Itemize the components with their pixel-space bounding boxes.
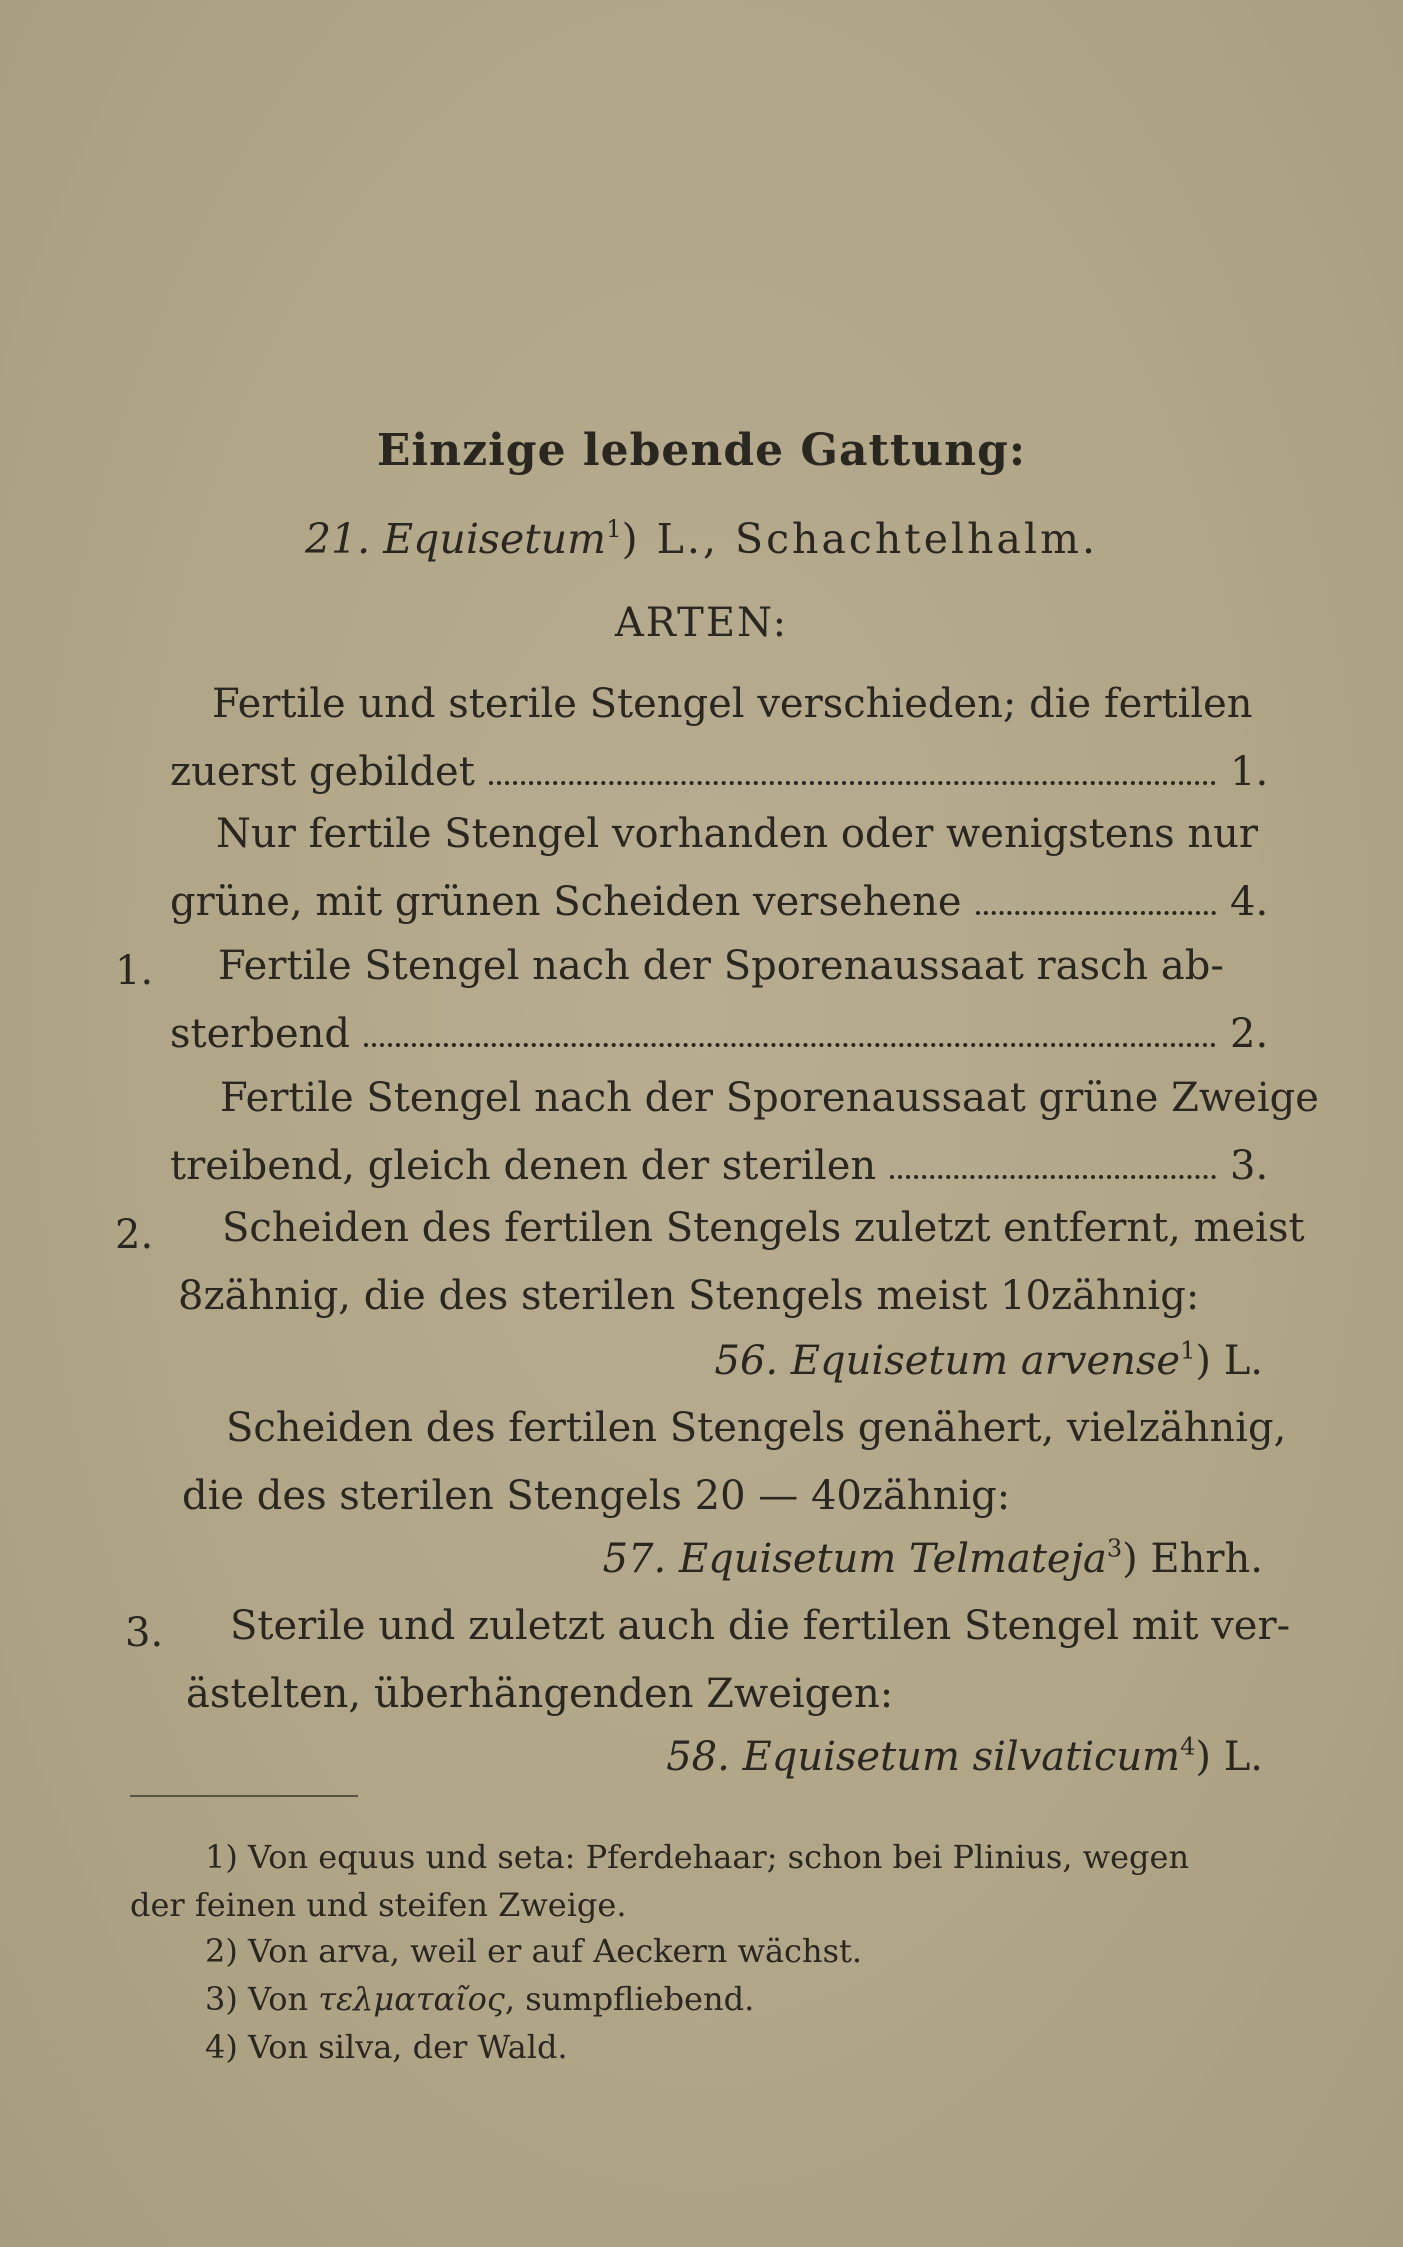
species-entry — [603, 1536, 1263, 1582]
key-line: sterbend — [170, 1012, 351, 1057]
key-line: Fertile und sterile Stengel verschieden; die fertilen — [212, 681, 1253, 727]
key-line: ästelten, überhängenden Zweigen: — [186, 1671, 894, 1717]
footnote-1-cont: der feinen und steifen Zweige. — [130, 1886, 627, 1924]
key-marker: 1. — [115, 948, 154, 994]
species-entry — [666, 1734, 1263, 1780]
section-heading: Einzige lebende Gattung: — [376, 425, 1027, 476]
footnote-rule — [130, 1795, 358, 1797]
goto-number: 2. — [1230, 1012, 1269, 1057]
footnote-ref: 4 — [1180, 1732, 1196, 1761]
key-marker: 3. — [125, 1610, 164, 1656]
genus-line — [0, 515, 1403, 563]
leader-dots — [489, 781, 1216, 785]
leader-dots — [364, 1043, 1216, 1047]
greek-word: τελματαῖος — [318, 1980, 505, 2018]
leader-dots — [976, 911, 1216, 915]
footnote-2: 2) Von arva, weil er auf Aeckern wächst. — [205, 1932, 863, 1970]
key-line: Fertile Stengel nach der Sporenaussaat rasch ab- — [218, 943, 1224, 989]
genus-authority: ) L., Schachtelhalm. — [621, 515, 1099, 563]
key-line: Sterile und zuletzt auch die fertilen Stengel mit ver- — [230, 1603, 1291, 1649]
species-authority: ) L. — [1195, 1734, 1263, 1780]
footnote-4: 4) Von silva, der Wald. — [205, 2028, 568, 2066]
species-number: 57. — [602, 1536, 667, 1582]
footnote-ref: 1 — [606, 514, 622, 544]
species-heading: ARTEN: — [614, 600, 789, 646]
leader-dots — [890, 1175, 1216, 1179]
key-line: grüne, mit grünen Scheiden versehene — [170, 880, 962, 925]
species-name: Equisetum arvense — [790, 1338, 1181, 1384]
key-line: die des sterilen Stengels 20 — 40zähnig: — [182, 1473, 1011, 1519]
species-number: 58. — [666, 1734, 730, 1780]
goto-number: 1. — [1230, 750, 1269, 795]
footnote-ref: 1 — [1180, 1336, 1196, 1365]
key-line: zuerst gebildet — [170, 750, 475, 795]
genus-name: Equisetum — [383, 515, 606, 563]
goto-number: 3. — [1230, 1144, 1269, 1189]
species-authority: ) Ehrh. — [1122, 1536, 1263, 1582]
footnote-1: 1) Von equus und seta: Pferdehaar; schon bei Plinius, wegen — [205, 1838, 1190, 1876]
species-number: 56. — [714, 1338, 779, 1384]
species-authority: ) L. — [1195, 1338, 1263, 1384]
species-name: Equisetum silvaticum — [742, 1734, 1181, 1780]
key-line: treibend, gleich denen der sterilen — [170, 1144, 877, 1189]
key-line: Nur fertile Stengel vorhanden oder wenigstens nur — [216, 811, 1259, 857]
key-lead — [170, 1012, 1270, 1057]
key-line: Fertile Stengel nach der Sporenaussaat grüne Zweige — [220, 1075, 1319, 1121]
key-line: Scheiden des fertilen Stengels zuletzt entfernt, meist — [222, 1205, 1305, 1251]
genus-number: 21. — [304, 515, 371, 563]
species-name: Equisetum Telmateja — [678, 1536, 1107, 1582]
footnote-3-suffix: , sumpfliebend. — [504, 1980, 755, 2018]
goto-number: 4. — [1230, 880, 1269, 925]
footnote-ref: 3 — [1106, 1534, 1123, 1563]
key-lead — [170, 880, 1270, 925]
species-entry — [715, 1338, 1263, 1384]
key-line: Scheiden des fertilen Stengels genähert, vielzähnig, — [226, 1405, 1287, 1451]
key-lead — [170, 1144, 1270, 1189]
key-marker: 2. — [115, 1212, 154, 1258]
footnote-3-prefix: 3) Von — [205, 1980, 319, 2018]
footnote-3 — [205, 1980, 754, 2018]
key-lead — [170, 750, 1270, 795]
key-line: 8zähnig, die des sterilen Stengels meist 10zähnig: — [178, 1273, 1200, 1319]
